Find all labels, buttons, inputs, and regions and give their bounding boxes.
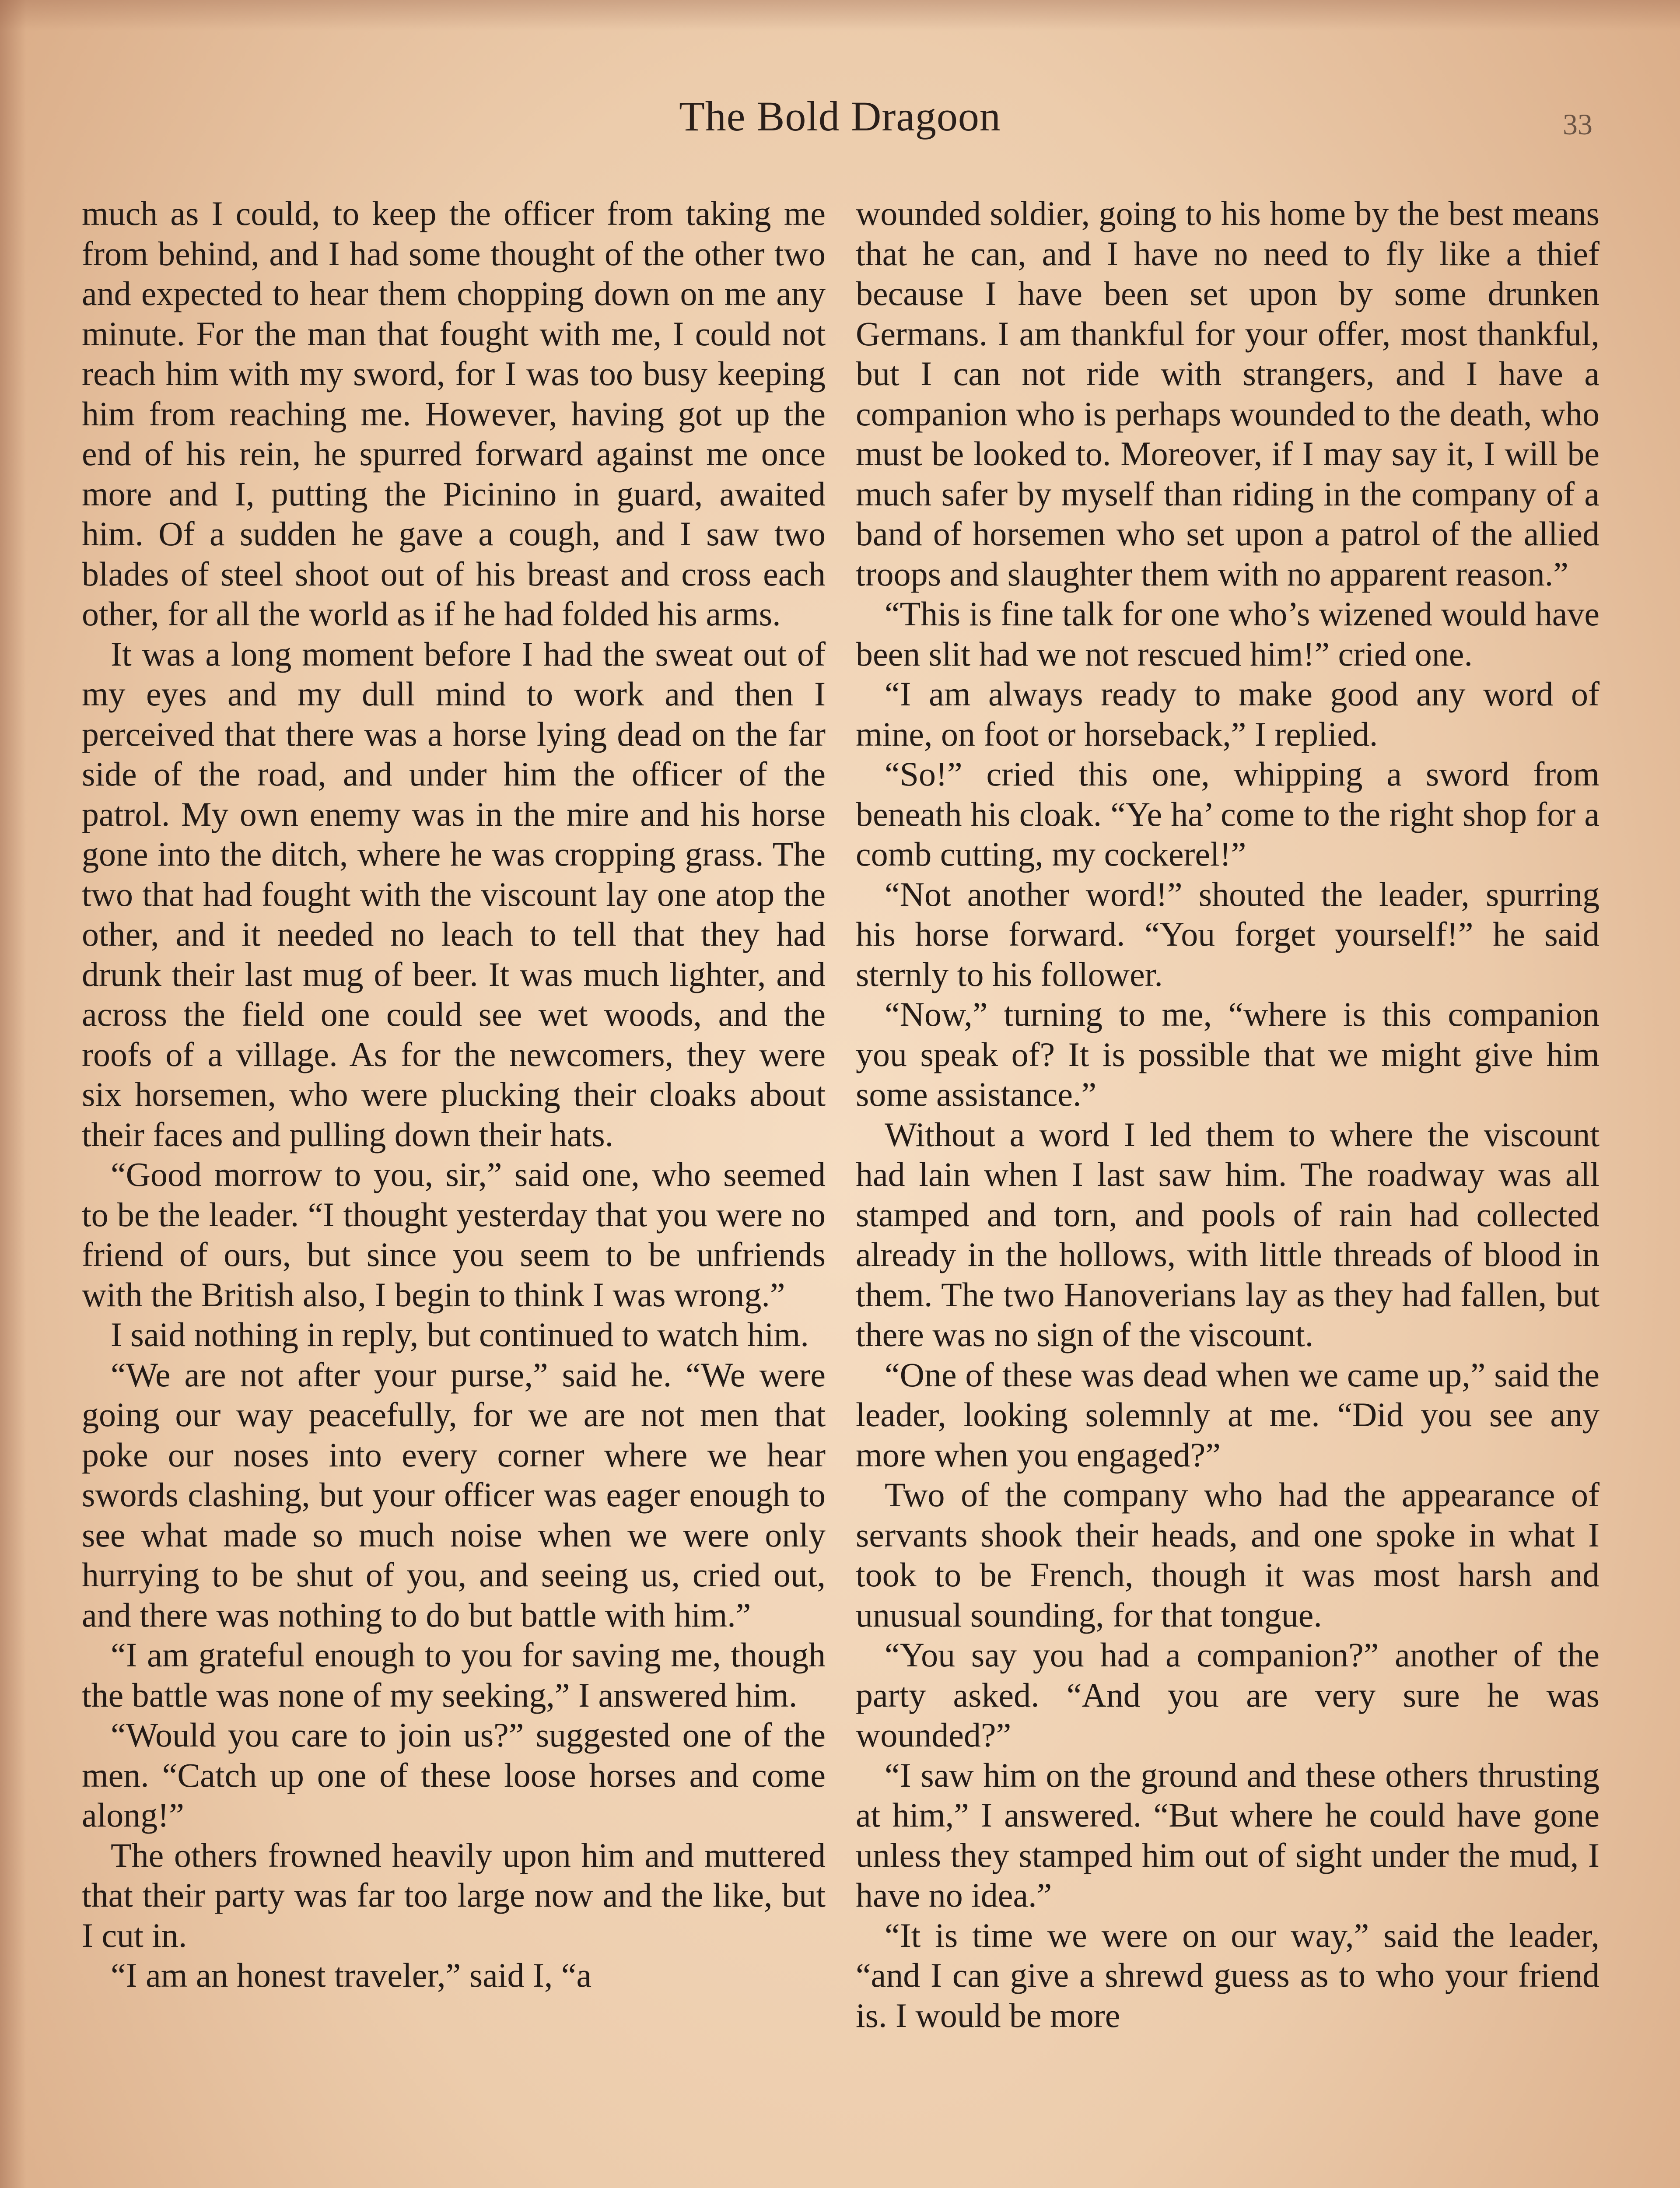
paragraph: much as I could, to keep the officer from taking me from behind, and I had some thought of the other two and expected to hear them chopping down on me any minute. For the man that fought with me, I could not reach him with my sword, for I was too busy keeping him from reaching me. However, having got up the end of his rein, he spurred forward against me once more and I, putting the Picinino in guard, awaited him. Of a sudden he gave a cough, and I saw two blades of steel shoot out of his breast and cross each other, for all the world as if he had folded his arms. [82,194,826,633]
text-column-right [856,193,1600,2035]
text-column-left [82,193,826,1995]
paragraph: The others frowned heavily upon him and muttered that their party was far too large now and the like, but I cut in. [82,1836,826,1954]
paragraph: “Would you care to join us?” suggested one of the men. “Catch up one of these loose horses and come along!” [82,1716,826,1834]
paragraph: “I am grateful enough to you for saving me, though the battle was none of my seeking,” I answered him. [82,1636,826,1714]
running-head-title: The Bold Dragoon [679,93,1001,140]
paragraph: “So!” cried this one, whipping a sword from beneath his cloak. “Ye ha’ come to the right shop for a comb cutting, my cockerel!” [856,755,1600,873]
paragraph: “I am an honest traveler,” said I, “a [111,1956,592,1994]
page-edge-shadow-left [0,0,26,2188]
paragraph: I said nothing in reply, but continued to watch him. [111,1315,809,1353]
paragraph: wounded soldier, going to his home by the best means that he can, and I have no need to fly like a thief because I have been set upon by some drunken Germans. I am thankful for your offer, most thankful, but I can not ride with strangers, and I have a companion who is perhaps wounded to the death, who must be looked to. Moreover, if I may say it, I will be much safer by myself than riding in the company of a band of horsemen who set upon a patrol of the allied troops and slaughter them with no apparent reason.” [856,194,1600,593]
paragraph: “I am always ready to make good any word of mine, on foot or horseback,” I replied. [856,675,1600,753]
paragraph: “This is fine talk for one who’s wizened would have been slit had we not rescued him!” cried one. [856,595,1600,673]
paragraph: “Good morrow to you, sir,” said one, who seemed to be the leader. “I thought yesterday that you were no friend of ours, but since you seem to be unfriends with the British also, I begin to think I was wrong.” [82,1155,826,1314]
page-number: 33 [1563,108,1592,141]
paragraph: “It is time we were on our way,” said the leader, “and I can give a shrewd guess as to who your friend is. I would be more [856,1916,1600,2034]
paragraph: “Not another word!” shouted the leader, spurring his horse forward. “You forget yourself!” he said sternly to his follower. [856,875,1600,993]
paragraph: Two of the company who had the appearance of servants shook their heads, and one spoke in what I took to be French, though it was most harsh and unusual sounding, for that tongue. [856,1476,1600,1634]
paragraph: “Now,” turning to me, “where is this companion you speak of? It is possible that we might give him some assistance.” [856,995,1600,1113]
paragraph: “You say you had a companion?” another of the party asked. “And you are very sure he was wounded?” [856,1636,1600,1754]
page-edge-shadow-top [0,0,1680,31]
paragraph: “One of these was dead when we came up,” said the leader, looking solemnly at me. “Did you see any more when you engaged?” [856,1355,1600,1474]
paragraph: “I saw him on the ground and these others thrusting at him,” I answered. “But where he could have gone unless they stamped him out of sight under the mud, I have no idea.” [856,1756,1600,1914]
paragraph: It was a long moment before I had the sweat out of my eyes and my dull mind to work and then I perceived that there was a horse lying dead on the far side of the road, and under him the officer of the patrol. My own enemy was in the mire and his horse gone into the ditch, where he was cropping grass. The two that had fought with the viscount lay one atop the other, and it needed no leach to tell that they had drunk their last mug of beer. It was much lighter, and across the field one could see wet woods, and the roofs of a village. As for the newcomers, they were six horsemen, who were plucking their cloaks about their faces and pulling down their hats. [82,635,826,1154]
paragraph: “We are not after your purse,” said he. “We were going our way peacefully, for we are not men that poke our noses into every corner where we hear swords clashing, but your officer was eager enough to see what made so much noise when we were only hurrying to be shut of you, and seeing us, cried out, and there was nothing to do but battle with him.” [82,1355,826,1634]
paragraph: Without a word I led them to where the viscount had lain when I last saw him. The roadway was all stamped and torn, and pools of rain had collected already in the hollows, with little threads of blood in them. The two Hanoverians lay as they had fallen, but there was no sign of the viscount. [856,1115,1600,1353]
